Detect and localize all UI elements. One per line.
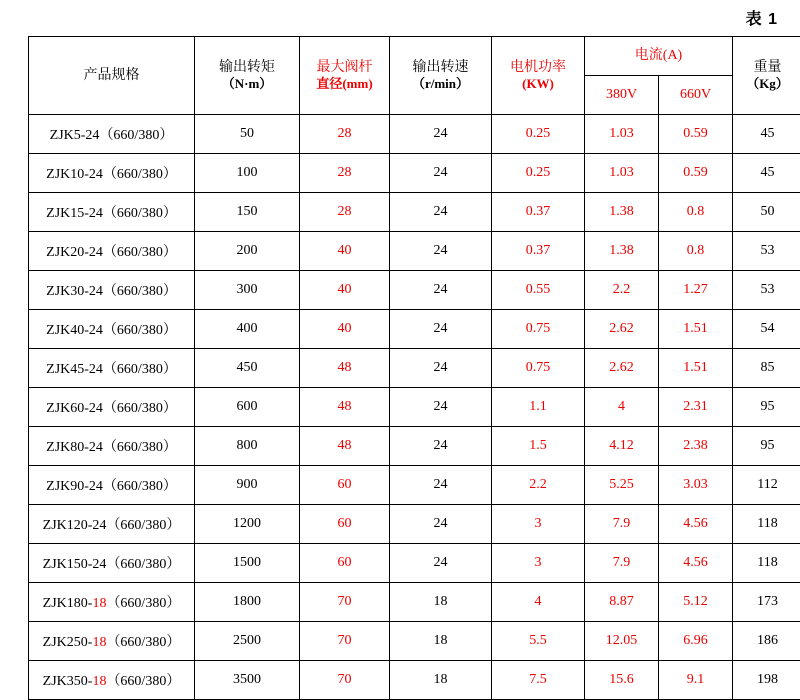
table-caption: 表 1 [746,6,778,29]
cell-motor-power: 1.1 [492,388,585,427]
header-torque-main: 输出转矩 [219,60,275,75]
model-prefix: ZJK5-24 [50,128,100,143]
model-suffix: （660/380） [103,206,177,221]
cell-motor-power: 0.75 [492,310,585,349]
cell-torque: 1500 [195,544,300,583]
model-suffix: （660/380） [106,674,180,689]
cell-motor-power: 3 [492,544,585,583]
model-suffix: （660/380） [103,245,177,260]
cell-motor-power: 0.37 [492,193,585,232]
cell-model [29,505,195,544]
cell-model [29,271,195,310]
header-motor-power [492,37,585,115]
cell-current-660v: 5.12 [659,583,733,622]
cell-output-speed: 24 [390,388,492,427]
model-highlight: 18 [92,674,106,689]
header-output-speed [390,37,492,115]
model-prefix: ZJK250- [43,635,93,650]
header-weight [733,37,800,115]
cell-current-660v: 0.59 [659,154,733,193]
cell-motor-power: 5.5 [492,622,585,661]
model-prefix: ZJK120-24 [43,518,107,533]
cell-weight: 173 [733,583,800,622]
table-row [29,310,800,349]
cell-stem-diameter: 28 [300,154,390,193]
table-row [29,427,800,466]
table-row [29,466,800,505]
cell-current-660v: 1.27 [659,271,733,310]
header-weight-unit: （Kg） [733,76,800,92]
table-row [29,505,800,544]
cell-model [29,583,195,622]
cell-stem-diameter: 60 [300,505,390,544]
cell-stem-diameter: 28 [300,193,390,232]
cell-model [29,544,195,583]
cell-current-380v: 8.87 [585,583,659,622]
table-header [29,37,800,115]
cell-torque: 450 [195,349,300,388]
cell-stem-diameter: 48 [300,349,390,388]
table-row [29,661,800,700]
cell-output-speed: 24 [390,505,492,544]
cell-weight: 45 [733,115,800,154]
header-stem-main: 最大阀杆 [317,60,373,75]
model-prefix: ZJK40-24 [46,323,103,338]
cell-output-speed: 24 [390,115,492,154]
cell-output-speed: 24 [390,349,492,388]
cell-output-speed: 24 [390,310,492,349]
cell-current-380v: 7.9 [585,544,659,583]
cell-output-speed: 18 [390,622,492,661]
model-highlight: 18 [92,596,106,611]
header-torque [195,37,300,115]
cell-output-speed: 24 [390,427,492,466]
model-suffix: （660/380） [103,401,177,416]
cell-current-380v: 5.25 [585,466,659,505]
cell-torque: 2500 [195,622,300,661]
table-row [29,388,800,427]
table-body [29,115,800,700]
model-prefix: ZJK60-24 [46,401,103,416]
cell-motor-power: 0.75 [492,349,585,388]
model-suffix: （660/380） [99,128,173,143]
model-suffix: （660/380） [103,440,177,455]
cell-motor-power: 1.5 [492,427,585,466]
cell-current-380v: 4 [585,388,659,427]
model-suffix: （660/380） [103,167,177,182]
cell-current-380v: 7.9 [585,505,659,544]
cell-stem-diameter: 70 [300,661,390,700]
header-row-main [29,37,800,76]
cell-model [29,193,195,232]
cell-weight: 112 [733,466,800,505]
header-weight-main: 重量 [754,60,782,75]
header-current-660v: 660V [659,76,733,115]
table-row [29,271,800,310]
cell-current-660v: 1.51 [659,310,733,349]
header-power-main: 电机功率 [510,60,566,75]
cell-output-speed: 24 [390,232,492,271]
cell-model [29,622,195,661]
cell-output-speed: 18 [390,661,492,700]
cell-model [29,349,195,388]
model-prefix: ZJK90-24 [46,479,103,494]
model-prefix: ZJK10-24 [46,167,103,182]
cell-stem-diameter: 28 [300,115,390,154]
cell-weight: 54 [733,310,800,349]
cell-current-660v: 4.56 [659,544,733,583]
cell-torque: 150 [195,193,300,232]
cell-current-380v: 2.62 [585,349,659,388]
cell-torque: 1200 [195,505,300,544]
cell-current-380v: 1.03 [585,115,659,154]
table-row [29,622,800,661]
table-row [29,349,800,388]
cell-current-660v: 3.03 [659,466,733,505]
cell-model [29,115,195,154]
cell-stem-diameter: 60 [300,466,390,505]
cell-weight: 85 [733,349,800,388]
cell-torque: 200 [195,232,300,271]
cell-motor-power: 3 [492,505,585,544]
cell-stem-diameter: 40 [300,232,390,271]
model-suffix: （660/380） [106,596,180,611]
cell-motor-power: 0.25 [492,115,585,154]
cell-model [29,466,195,505]
cell-torque: 600 [195,388,300,427]
cell-torque: 100 [195,154,300,193]
header-current-380v: 380V [585,76,659,115]
cell-stem-diameter: 40 [300,310,390,349]
table-row [29,115,800,154]
model-suffix: （660/380） [103,362,177,377]
cell-stem-diameter: 48 [300,388,390,427]
header-current: 电流(A) [585,37,733,76]
cell-current-660v: 2.38 [659,427,733,466]
cell-weight: 118 [733,505,800,544]
cell-torque: 300 [195,271,300,310]
cell-weight: 53 [733,232,800,271]
cell-motor-power: 2.2 [492,466,585,505]
model-prefix: ZJK350- [43,674,93,689]
cell-torque: 400 [195,310,300,349]
model-suffix: （660/380） [106,635,180,650]
cell-motor-power: 4 [492,583,585,622]
cell-weight: 186 [733,622,800,661]
cell-model [29,154,195,193]
model-prefix: ZJK15-24 [46,206,103,221]
cell-current-380v: 1.38 [585,193,659,232]
header-model: 产品规格 [29,37,195,115]
model-suffix: （660/380） [103,284,177,299]
cell-torque: 900 [195,466,300,505]
model-prefix: ZJK20-24 [46,245,103,260]
cell-motor-power: 0.25 [492,154,585,193]
cell-current-660v: 2.31 [659,388,733,427]
cell-current-660v: 1.51 [659,349,733,388]
cell-motor-power: 7.5 [492,661,585,700]
table-row [29,232,800,271]
cell-model [29,310,195,349]
model-suffix: （660/380） [103,323,177,338]
cell-current-380v: 15.6 [585,661,659,700]
model-prefix: ZJK80-24 [46,440,103,455]
cell-output-speed: 24 [390,154,492,193]
cell-stem-diameter: 60 [300,544,390,583]
cell-current-380v: 2.62 [585,310,659,349]
cell-weight: 45 [733,154,800,193]
header-stem-diameter [300,37,390,115]
cell-current-380v: 4.12 [585,427,659,466]
cell-model [29,388,195,427]
model-suffix: （660/380） [103,479,177,494]
cell-current-660v: 0.8 [659,193,733,232]
cell-output-speed: 24 [390,466,492,505]
header-speed-unit: （r/min） [390,76,491,92]
table-row [29,193,800,232]
table-row [29,583,800,622]
cell-model [29,232,195,271]
cell-torque: 1800 [195,583,300,622]
cell-weight: 198 [733,661,800,700]
cell-motor-power: 0.55 [492,271,585,310]
cell-stem-diameter: 40 [300,271,390,310]
cell-output-speed: 24 [390,271,492,310]
model-suffix: （660/380） [106,557,180,572]
cell-current-660v: 6.96 [659,622,733,661]
model-prefix: ZJK30-24 [46,284,103,299]
cell-current-660v: 0.8 [659,232,733,271]
model-suffix: （660/380） [106,518,180,533]
cell-torque: 3500 [195,661,300,700]
table-row [29,544,800,583]
cell-weight: 95 [733,427,800,466]
specification-table [28,36,800,700]
cell-model [29,427,195,466]
cell-current-380v: 1.03 [585,154,659,193]
cell-torque: 50 [195,115,300,154]
cell-weight: 118 [733,544,800,583]
cell-output-speed: 24 [390,544,492,583]
cell-current-380v: 2.2 [585,271,659,310]
cell-motor-power: 0.37 [492,232,585,271]
model-prefix: ZJK150-24 [43,557,107,572]
cell-torque: 800 [195,427,300,466]
cell-weight: 53 [733,271,800,310]
cell-current-660v: 0.59 [659,115,733,154]
cell-stem-diameter: 70 [300,583,390,622]
cell-model [29,661,195,700]
cell-output-speed: 18 [390,583,492,622]
cell-stem-diameter: 48 [300,427,390,466]
header-torque-unit: （N·m） [195,76,299,92]
cell-current-380v: 1.38 [585,232,659,271]
cell-weight: 95 [733,388,800,427]
model-prefix: ZJK180- [43,596,93,611]
cell-current-660v: 9.1 [659,661,733,700]
header-power-unit: (KW) [492,76,584,92]
header-speed-main: 输出转速 [413,60,469,75]
cell-current-660v: 4.56 [659,505,733,544]
cell-stem-diameter: 70 [300,622,390,661]
cell-current-380v: 12.05 [585,622,659,661]
cell-weight: 50 [733,193,800,232]
header-stem-unit: 直径(mm) [300,76,389,92]
model-prefix: ZJK45-24 [46,362,103,377]
cell-output-speed: 24 [390,193,492,232]
table-row [29,154,800,193]
model-highlight: 18 [92,635,106,650]
